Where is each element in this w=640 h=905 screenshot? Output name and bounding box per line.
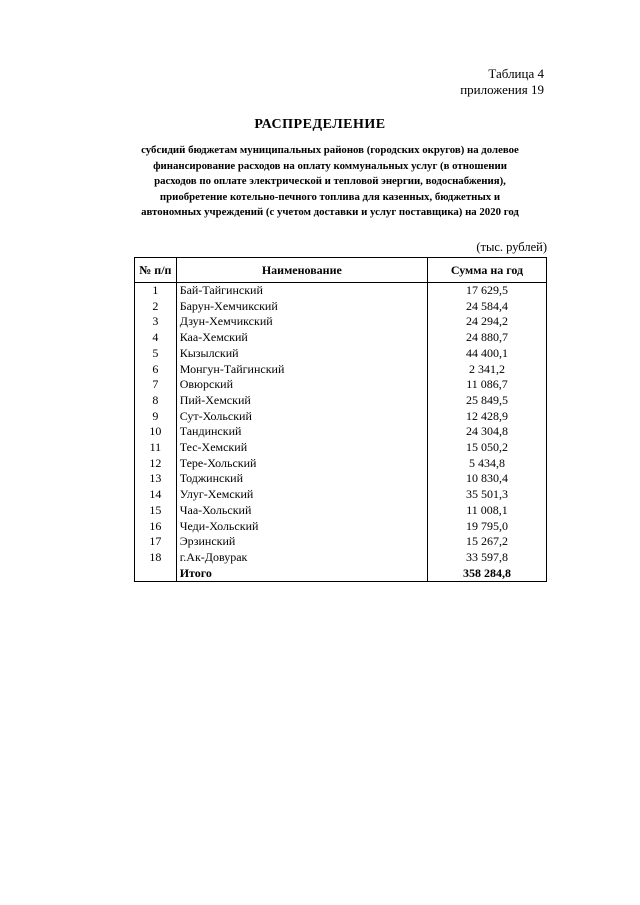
district-name: Сут-Хольский bbox=[176, 409, 427, 425]
total-row bbox=[135, 566, 547, 582]
table-body bbox=[135, 283, 547, 582]
annual-sum: 24 294,2 bbox=[427, 314, 546, 330]
annual-sum: 33 597,8 bbox=[427, 550, 546, 566]
row-number: 13 bbox=[135, 471, 177, 487]
table-row bbox=[135, 409, 547, 425]
document-subtitle bbox=[120, 143, 540, 221]
table-row bbox=[135, 377, 547, 393]
table-row bbox=[135, 440, 547, 456]
subtitle-line: автономных учреждений (с учетом доставки и услуг поставщика) на 2020 год bbox=[141, 206, 519, 219]
table-row bbox=[135, 503, 547, 519]
subtitle-line: финансирование расходов на оплату коммунальных услуг (в отношении bbox=[153, 159, 507, 172]
header-name: Наименование bbox=[176, 258, 427, 283]
row-number: 6 bbox=[135, 362, 177, 378]
table-row bbox=[135, 393, 547, 409]
district-name: г.Ак-Довурак bbox=[176, 550, 427, 566]
subtitle-line: приобретение котельно-печного топлива для казенных, бюджетных и bbox=[159, 190, 501, 203]
annual-sum: 35 501,3 bbox=[427, 487, 546, 503]
header-sum: Сумма на год bbox=[427, 258, 546, 283]
header-number: № п/п bbox=[135, 258, 177, 283]
table-reference bbox=[460, 66, 544, 98]
row-number: 15 bbox=[135, 503, 177, 519]
row-number: 11 bbox=[135, 440, 177, 456]
district-name: Овюрский bbox=[176, 377, 427, 393]
distribution-table bbox=[134, 257, 547, 582]
row-number: 10 bbox=[135, 424, 177, 440]
district-name: Барун-Хемчикский bbox=[176, 299, 427, 315]
district-name: Итого bbox=[176, 566, 427, 582]
annual-sum: 24 304,8 bbox=[427, 424, 546, 440]
annual-sum: 19 795,0 bbox=[427, 519, 546, 535]
annual-sum: 15 050,2 bbox=[427, 440, 546, 456]
table-row bbox=[135, 534, 547, 550]
row-number: 1 bbox=[135, 283, 177, 299]
row-number: 9 bbox=[135, 409, 177, 425]
annual-sum: 24 584,4 bbox=[427, 299, 546, 315]
district-name: Тандинский bbox=[176, 424, 427, 440]
annual-sum: 15 267,2 bbox=[427, 534, 546, 550]
annual-sum: 44 400,1 bbox=[427, 346, 546, 362]
annual-sum: 17 629,5 bbox=[427, 283, 546, 299]
row-number: 12 bbox=[135, 456, 177, 472]
row-number bbox=[135, 566, 177, 582]
table-header-row bbox=[135, 258, 547, 283]
table-row bbox=[135, 550, 547, 566]
district-name: Пий-Хемский bbox=[176, 393, 427, 409]
district-name: Кызылский bbox=[176, 346, 427, 362]
district-name: Тоджинский bbox=[176, 471, 427, 487]
subtitle-line: субсидий бюджетам муниципальных районов (городских округов) на долевое bbox=[141, 144, 519, 156]
table-row bbox=[135, 330, 547, 346]
table-row bbox=[135, 519, 547, 535]
units-label: (тыс. рублей) bbox=[476, 240, 547, 254]
row-number: 3 bbox=[135, 314, 177, 330]
district-name: Дзун-Хемчикский bbox=[176, 314, 427, 330]
annual-sum: 24 880,7 bbox=[427, 330, 546, 346]
table-row bbox=[135, 487, 547, 503]
row-number: 2 bbox=[135, 299, 177, 315]
district-name: Улуг-Хемский bbox=[176, 487, 427, 503]
table-row bbox=[135, 424, 547, 440]
row-number: 7 bbox=[135, 377, 177, 393]
table-row bbox=[135, 456, 547, 472]
table-row bbox=[135, 299, 547, 315]
district-name: Бай-Тайгинский bbox=[176, 283, 427, 299]
annual-sum: 358 284,8 bbox=[427, 566, 546, 582]
table-row bbox=[135, 362, 547, 378]
row-number: 17 bbox=[135, 534, 177, 550]
annual-sum: 25 849,5 bbox=[427, 393, 546, 409]
row-number: 18 bbox=[135, 550, 177, 566]
table-row bbox=[135, 314, 547, 330]
district-name: Чеди-Хольский bbox=[176, 519, 427, 535]
table-row bbox=[135, 283, 547, 299]
district-name: Монгун-Тайгинский bbox=[176, 362, 427, 378]
row-number: 4 bbox=[135, 330, 177, 346]
row-number: 16 bbox=[135, 519, 177, 535]
district-name: Тес-Хемский bbox=[176, 440, 427, 456]
document-title: РАСПРЕДЕЛЕНИЕ bbox=[254, 117, 386, 132]
table-number: Таблица 4 bbox=[488, 66, 544, 81]
district-name: Чаа-Хольский bbox=[176, 503, 427, 519]
district-name: Эрзинский bbox=[176, 534, 427, 550]
annual-sum: 10 830,4 bbox=[427, 471, 546, 487]
row-number: 8 bbox=[135, 393, 177, 409]
row-number: 14 bbox=[135, 487, 177, 503]
row-number: 5 bbox=[135, 346, 177, 362]
annual-sum: 11 008,1 bbox=[427, 503, 546, 519]
subtitle-line: расходов по оплате электрической и тепловой энергии, водоснабжения), bbox=[154, 175, 506, 188]
district-name: Тере-Хольский bbox=[176, 456, 427, 472]
table-row bbox=[135, 471, 547, 487]
annual-sum: 2 341,2 bbox=[427, 362, 546, 378]
annual-sum: 12 428,9 bbox=[427, 409, 546, 425]
district-name: Каа-Хемский bbox=[176, 330, 427, 346]
annual-sum: 5 434,8 bbox=[427, 456, 546, 472]
appendix-reference: приложения 19 bbox=[460, 82, 544, 97]
table-row bbox=[135, 346, 547, 362]
annual-sum: 11 086,7 bbox=[427, 377, 546, 393]
